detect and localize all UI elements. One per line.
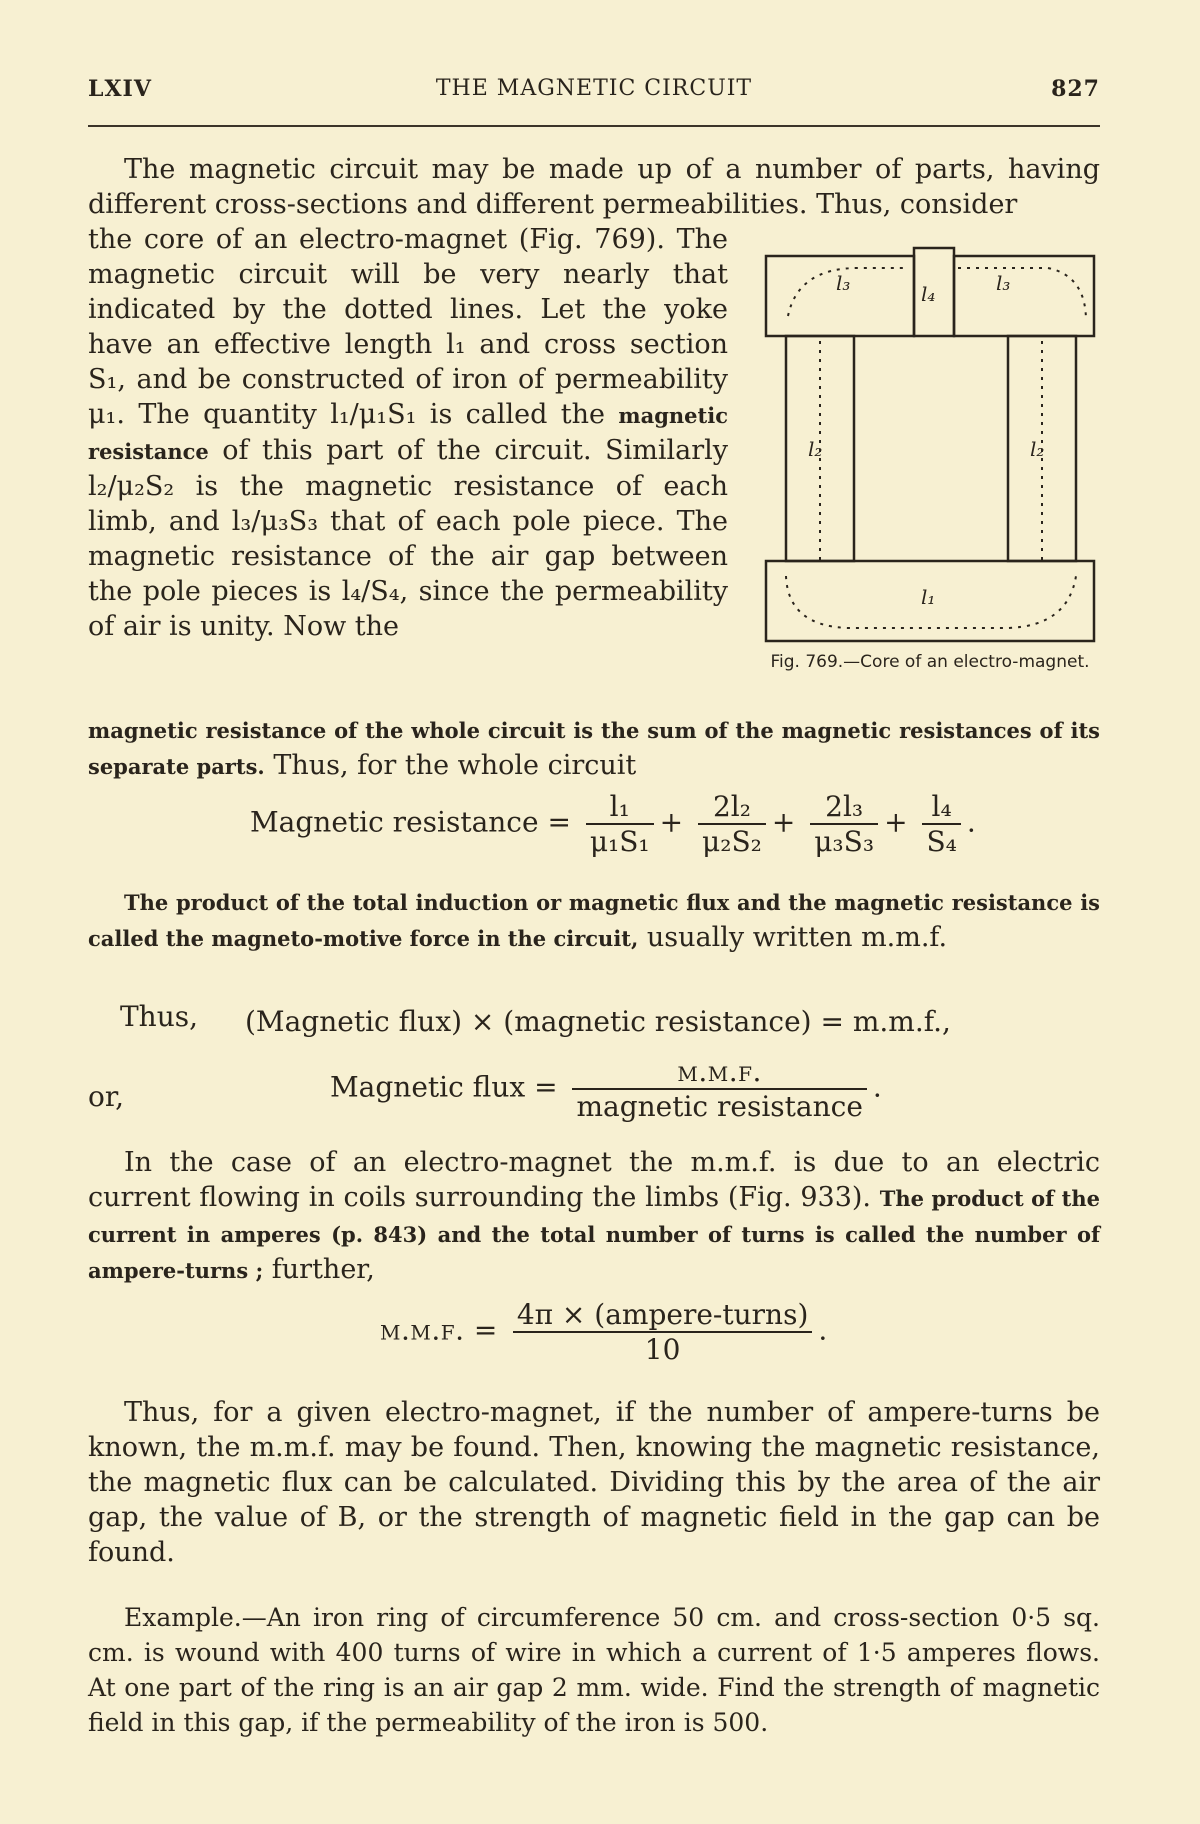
eq4-lhs: m.m.f. = (380, 1313, 498, 1347)
eq1-term-1 (586, 790, 654, 858)
eq4-fraction (513, 1298, 813, 1366)
ampere-turns-start: In the case of an electro-magnet the m.m.f. is due to an electric current flowing in coils surrounding the limbs (Fig. 933). (88, 1147, 1100, 1213)
eq1-term-4 (922, 790, 960, 858)
paragraph-wrapped (88, 222, 728, 644)
thus-label: Thus, (120, 1000, 199, 1033)
header-rule (88, 125, 1100, 127)
eq1-term-1-den: μ₁S₁ (589, 825, 650, 858)
label-l4: l₄ (921, 282, 936, 306)
paragraph-sum-statement (88, 712, 1100, 784)
or-label: or, (88, 1080, 125, 1113)
example-problem: Example.—An iron ring of circumference 50 cm. and cross-section 0·5 sq. cm. is wound with 400 turns of wire in which a current of 1·5 amperes flows. At one part of the ring is an air gap 2 mm. wide. Find the strength of magnetic field in this gap, if the permeability of the iron is 500. (88, 1603, 1100, 1737)
paragraph-intro: The magnetic circuit may be made up of a number of parts, having different cross-sections and different permeabilities. Thus, consider (88, 154, 1100, 220)
eq3-fraction (572, 1055, 866, 1123)
electromagnet-core-figure (758, 246, 1098, 646)
eq1-term-1-num: l₁ (586, 790, 654, 825)
eq1-term-2-den: μ₂S₂ (702, 825, 762, 858)
paragraph-wrapped-text: the core of an electro-magnet (Fig. 769). The magnetic circuit will be very nearly that indicated by the dotted lines. Let the yoke have an effective length l₁ and cross section S₁, and be constructed of iron of permeability μ₁. The quantity l₁/μ₁S₁ is called the (88, 224, 728, 430)
running-title: THE MAGNETIC CIRCUIT (435, 76, 753, 101)
eq1-term-4-den: S₄ (926, 825, 957, 858)
paragraph-wrapped-text-2: of this part of the circuit. Similarly l₂/μ₂S₂ is the magnetic resistance of each limb, and l₃/μ₃S₃ that of each pole piece. The magnetic resistance of the air gap between the pole pieces is l₄/S₄, since the permeability of air is unity. Now the (88, 435, 728, 642)
bold-mmf-definition: The product of the total induction or magnetic flux and the magnetic resistance is called the magneto-motive force in the circuit, (88, 890, 1100, 951)
equation-flux-times-resistance: (Magnetic flux) × (magnetic resistance) = m.m.f., (245, 1005, 951, 1038)
label-l2-left: l₂ (808, 437, 823, 461)
eq1-term-3 (810, 790, 878, 858)
flux-path-top-right (958, 268, 1086, 321)
equation-magnetic-resistance: Magnetic resistance = $\frac{\text{l₁}}{\text{μ₁S₁}}$ + $\frac{\text{2l₂}}{\text{μ₂S₂}}$ + $\frac{\text{2l₃}}{\text{μ₃S₃}}$ + $\frac{\text{l₄}}{\text{S₄}}$ . (250, 790, 976, 858)
term-magnetic-resistance: magnetic resistance (88, 403, 728, 464)
equation-mmf: m.m.f. = $\frac{\text{4π × (ampere-turns)}}{10}$ . (380, 1298, 828, 1366)
label-l1: l₁ (921, 585, 936, 609)
eq1-term-3-num: 2l₃ (810, 790, 878, 825)
sum-statement-end: Thus, for the whole circuit (273, 750, 637, 781)
eq3-den: magnetic resistance (576, 1090, 863, 1123)
mmf-definition-end: usually written m.m.f. (646, 922, 948, 953)
eq1-lhs: Magnetic resistance = (250, 805, 571, 839)
eq4-num: 4π × (ampere-turns) (513, 1298, 813, 1333)
eq3-lhs: Magnetic flux = (330, 1070, 558, 1104)
paragraph-mmf-definition (88, 884, 1100, 956)
page-number: 827 (1051, 76, 1100, 102)
paragraph-conclusion: Thus, for a given electro-magnet, if the number of ampere-turns be known, the m.m.f. may be found. Then, knowing the magnetic resistance, the magnetic flux can be calculated. Dividing this by the area of the air gap, the value of B, or the strength of magnetic field in the gap can be found. (88, 1397, 1100, 1568)
label-l2-right: l₂ (1030, 437, 1045, 461)
figure-caption: Fig. 769.—Core of an electro-magnet. (770, 652, 1090, 672)
eq3-num: m.m.f. (572, 1055, 866, 1090)
eq1-term-2 (698, 790, 766, 858)
chapter-number: LXIV (88, 76, 152, 102)
paragraph-ampere-turns (88, 1145, 1100, 1288)
eq1-term-4-num: l₄ (922, 790, 960, 825)
equation-magnetic-flux: Magnetic flux = $\frac{m.m.f.}{\text{magnetic resistance}}$ . (330, 1055, 882, 1123)
eq4-den: 10 (644, 1333, 681, 1366)
bold-sum-statement: magnetic resistance of the whole circuit is the sum of the magnetic resistances of its separate parts. (88, 718, 1100, 779)
label-l3-right: l₃ (996, 271, 1011, 295)
eq1-term-3-den: μ₃S₃ (814, 825, 875, 858)
eq1-term-2-num: 2l₂ (698, 790, 766, 825)
label-l3-left: l₃ (836, 271, 851, 295)
ampere-turns-end: further, (271, 1254, 375, 1285)
running-header (88, 70, 1100, 110)
bold-ampere-turns: The product of the current in amperes (p. 843) and the total number of turns is called the number of ampere-turns ; (88, 1186, 1100, 1283)
